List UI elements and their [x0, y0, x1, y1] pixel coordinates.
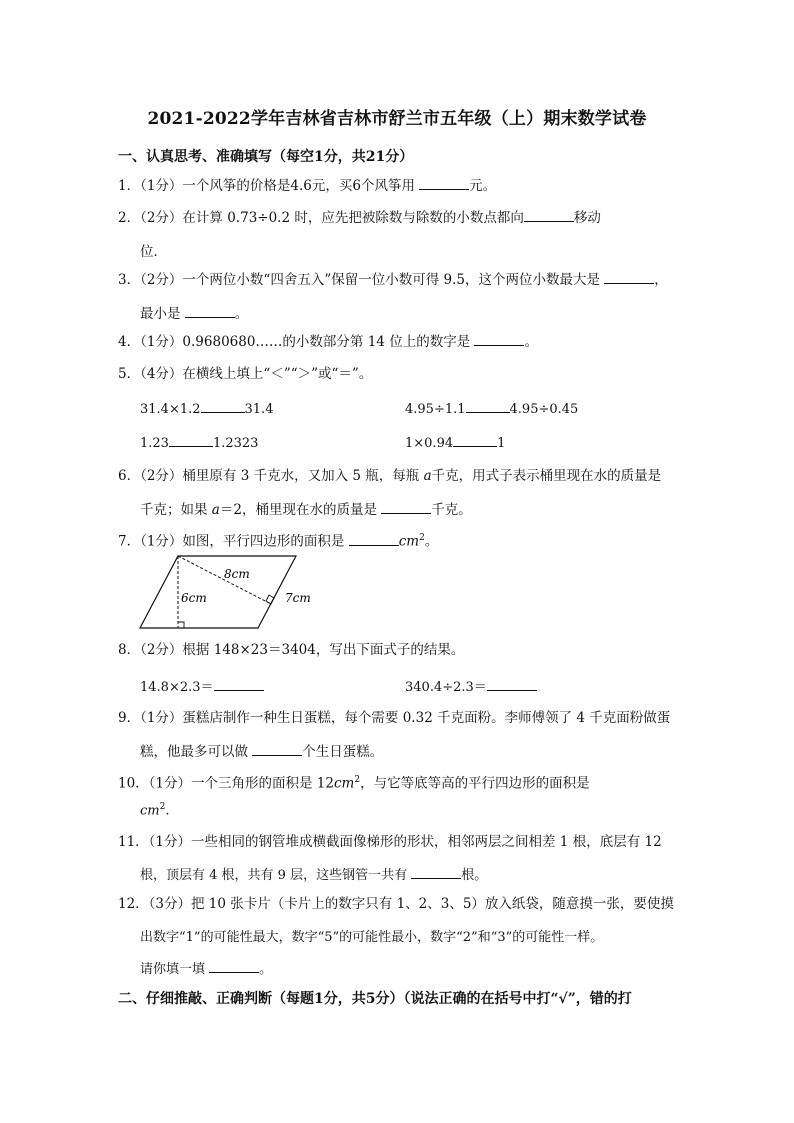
answer-blank[interactable]	[524, 207, 574, 222]
calc-item: 14.8×2.3＝	[140, 676, 264, 695]
answer-blank[interactable]	[604, 269, 654, 284]
question-5: 5．（4分）在横线上填上“＜”“＞”或“＝”。	[118, 366, 373, 382]
question-3: 3．（2分）一个两位小数“四舍五入”保留一位小数可得 9.5，这个两位小数最大是 ，	[118, 266, 678, 294]
answer-blank[interactable]	[214, 676, 264, 691]
answer-blank[interactable]	[453, 432, 497, 447]
question-6: 6．（2分）桶里原有 3 千克水，又加入 5 瓶，每瓶 a千克，用式子表示桶里现在水的质量是	[118, 468, 662, 484]
compare-item: 31.4×1.2 31.4	[140, 398, 273, 417]
question-2: 2．（2分）在计算 0.73÷0.2 时，应先把被除数与除数的小数点都向 移动	[118, 204, 678, 232]
calc-item: 340.4÷2.3＝	[405, 676, 537, 695]
question-7: 7．（1分）如图，平行四边形的面积是 $cm^2$。	[118, 524, 678, 556]
question-10-cont: $cm^2$.	[140, 802, 170, 819]
label-6cm: 6cm	[181, 591, 207, 605]
page-title: 2021-2022学年吉林省吉林市舒兰市五年级（上）期末数学试卷	[147, 109, 647, 129]
question-1: 1．（1分）一个风筝的价格是4.6元，买6个风筝用 元。	[118, 172, 678, 200]
answer-blank[interactable]	[381, 499, 431, 514]
answer-blank[interactable]	[419, 175, 469, 190]
answer-blank[interactable]	[252, 741, 302, 756]
question-10: 10．（1分）一个三角形的面积是 $12cm^2$，与它等底等高的平行四边形的面积是	[118, 775, 590, 792]
answer-blank[interactable]	[209, 958, 259, 973]
answer-blank[interactable]	[466, 398, 510, 413]
answer-blank[interactable]	[349, 531, 399, 546]
question-4: 4．（1分）0.9680680……的小数部分第 14 位上的数字是 。	[118, 328, 678, 356]
answer-blank[interactable]	[411, 864, 461, 879]
compare-item: 4.95÷1.1 4.95÷0.45	[405, 398, 578, 417]
label-8cm: 8cm	[224, 567, 250, 581]
answer-blank[interactable]	[201, 398, 245, 413]
question-11-cont: 根，顶层有 4 根，共有 9 层，这些钢管一共有 根。	[140, 864, 487, 883]
question-8: 8．（2分）根据 148×23＝3404，写出下面式子的结果。	[118, 642, 465, 658]
compare-item: 1×0.94 1	[405, 432, 505, 451]
question-3-cont: 最小是 。	[140, 302, 248, 322]
parallelogram-figure	[138, 552, 328, 634]
section-2-heading: 二、仔细推敲、正确判断（每题1分，共5分）（说法正确的在括号中打“√”，错的打	[118, 991, 632, 1007]
answer-blank[interactable]	[474, 331, 524, 346]
question-2-cont: 位．	[140, 244, 167, 260]
question-12: 12．（3分）把 10 张卡片（卡片上的数字只有 1、2、3、5）放入纸袋，随意摸一张，要使摸	[118, 896, 674, 912]
question-11: 11．（1分）一些相同的钢管堆成横截面像梯形的形状，相邻两层之间相差 1 根，底层有 12	[118, 834, 662, 850]
question-12-cont-2: 请你填一填 。	[140, 958, 272, 977]
answer-blank[interactable]	[169, 432, 213, 447]
question-12-cont-1: 出数字“1”的可能性最大，数字“5”的可能性最小，数字“2”和“3”的可能性一样。	[140, 930, 604, 945]
question-9: 9．（1分）蛋糕店制作一种生日蛋糕，每个需要 0.32 千克面粉。李师傅领了 4 千克面粉做蛋	[118, 710, 671, 726]
parallelogram-shape	[140, 556, 296, 628]
answer-blank[interactable]	[185, 303, 235, 318]
label-7cm: 7cm	[285, 591, 311, 605]
right-angle-mark	[178, 622, 184, 628]
section-1-heading: 一、认真思考、准确填写（每空1分，共21分）	[118, 149, 414, 165]
question-6-cont: 千克；如果 a＝2，桶里现在水的质量是 千克。	[140, 498, 472, 518]
answer-blank[interactable]	[487, 676, 537, 691]
question-9-cont: 糕，他最多可以做 个生日蛋糕。	[140, 740, 383, 760]
compare-item: 1.23 1.2323	[140, 432, 258, 451]
right-angle-mark	[266, 595, 274, 604]
